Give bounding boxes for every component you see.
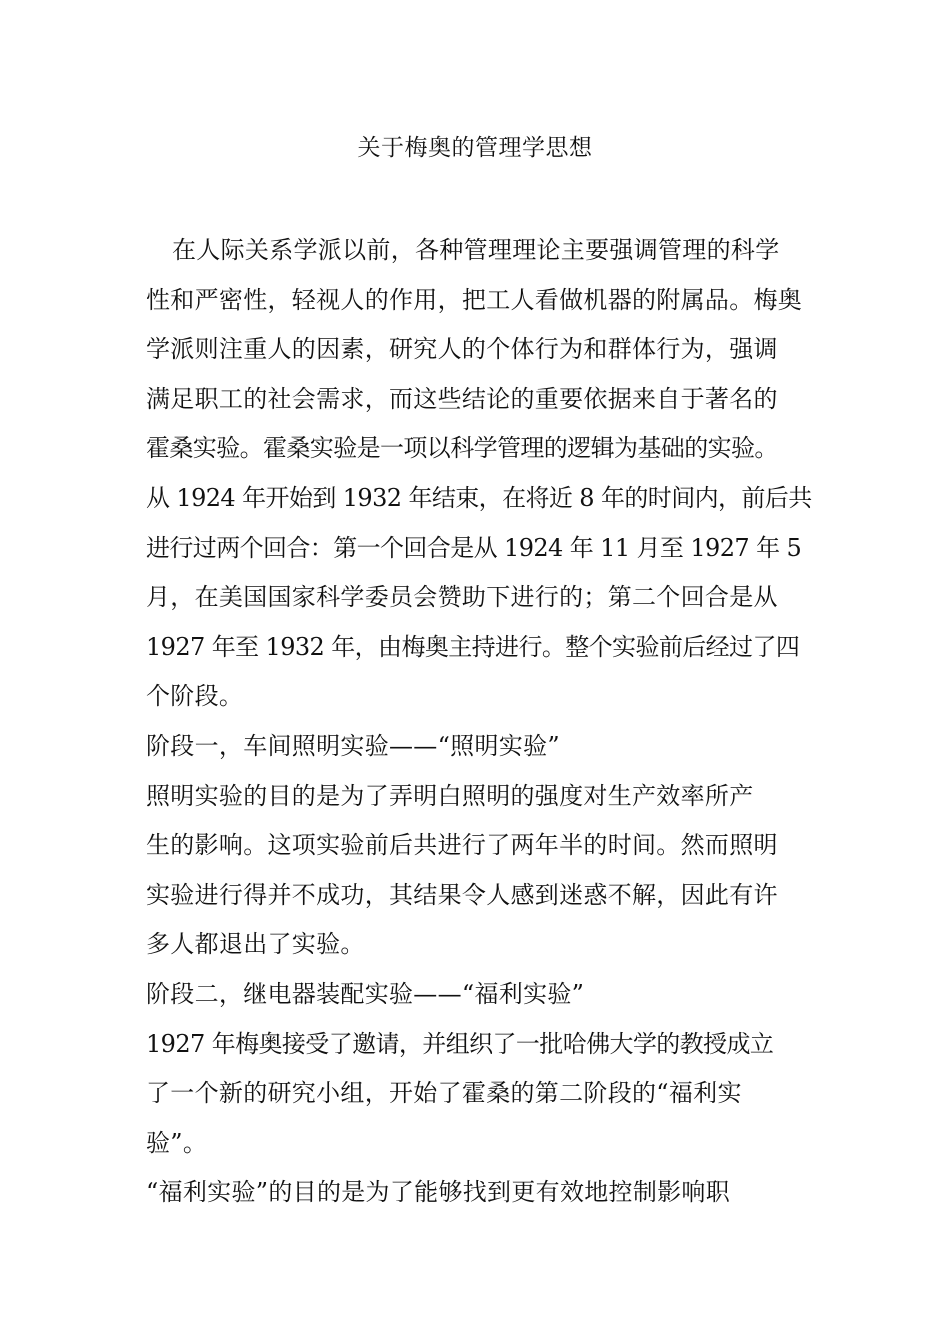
- paragraph-line: “福利实验”的目的是为了能够找到更有效地控制影响职: [146, 1178, 731, 1207]
- paragraph-line: 实验进行得并不成功，其结果令人感到迷惑不解，因此有许: [146, 880, 778, 909]
- paragraph-line: 验”。: [146, 1128, 208, 1157]
- paragraph-line: 霍桑实验。霍桑实验是一项以科学管理的逻辑为基础的实验。: [146, 434, 778, 463]
- paragraph-line: 进行过两个回合：第一个回合是从 1924 年 11 月至 1927 年 5: [146, 533, 802, 562]
- paragraph-line: 满足职工的社会需求，而这些结论的重要依据来自于著名的: [146, 384, 778, 413]
- paragraph-line: 个阶段。: [146, 682, 244, 711]
- paragraph-line: 照明实验的目的是为了弄明白照明的强度对生产效率所产: [146, 781, 754, 810]
- document-title: 关于梅奥的管理学思想: [357, 135, 593, 161]
- paragraph-line: 生的影响。这项实验前后共进行了两年半的时间。然而照明: [146, 831, 778, 860]
- paragraph-line: 了一个新的研究小组，开始了霍桑的第二阶段的“福利实: [146, 1079, 742, 1108]
- paragraph-line: 在人际关系学派以前，各种管理理论主要强调管理的科学: [172, 236, 780, 264]
- paragraph-line: 月，在美国国家科学委员会赞助下进行的；第二个回合是从: [146, 583, 778, 612]
- paragraph-line: 1927 年梅奥接受了邀请，并组织了一批哈佛大学的教授成立: [146, 1029, 774, 1058]
- document-body: [146, 226, 826, 1218]
- section-heading: 阶段一，车间照明实验——“照明实验”: [146, 731, 560, 760]
- paragraph-line: 性和严密性，轻视人的作用，把工人看做机器的附属品。梅奥: [146, 285, 803, 314]
- section-heading: 阶段二，继电器装配实验——“福利实验”: [146, 979, 585, 1008]
- paragraph-line: 学派则注重人的因素，研究人的个体行为和群体行为，强调: [146, 335, 778, 364]
- paragraph-line: 1927 年至 1932 年，由梅奥主持进行。整个实验前后经过了四: [146, 632, 800, 661]
- paragraph-line: 从 1924 年开始到 1932 年结束，在将近 8 年的时间内，前后共: [146, 483, 812, 512]
- paragraph-line: 多人都退出了实验。: [146, 930, 365, 959]
